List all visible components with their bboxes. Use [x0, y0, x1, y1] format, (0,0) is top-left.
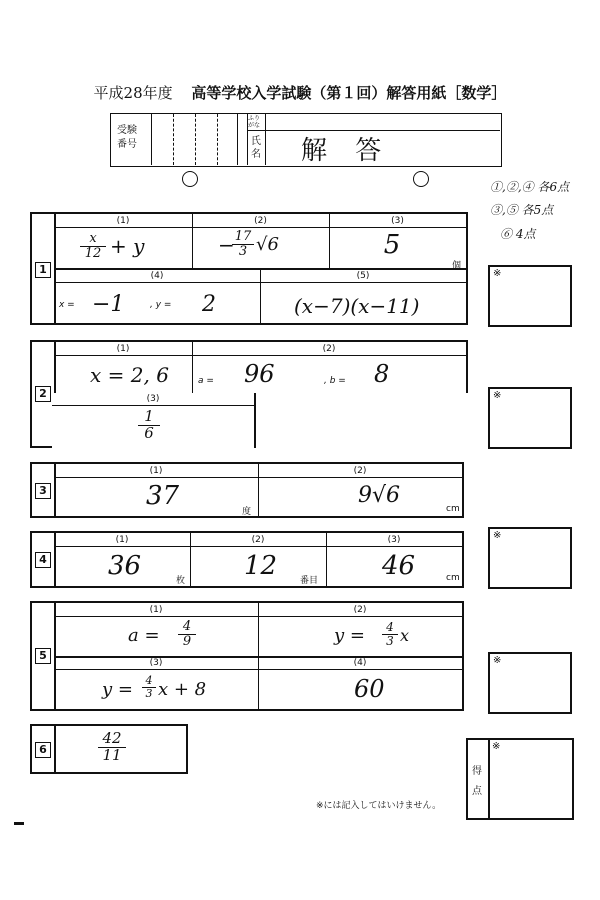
furigana-label: ふりがな [248, 115, 261, 129]
q3-2-label: (2) [353, 466, 367, 476]
q1-3-answer: 5 [383, 230, 401, 260]
exam-title: 高等学校入学試験（第１回）解答用紙［数学］ [191, 84, 507, 102]
q5-3-answer-tail: x + 8 [158, 679, 207, 700]
q1-1-label: (1) [116, 216, 130, 226]
points-note-3: ⑥ 4点 [500, 227, 536, 241]
q3-1-label: (1) [149, 466, 163, 476]
q2-2-b-answer: 8 [374, 360, 390, 388]
q1-4-label: (4) [150, 271, 164, 281]
q2-2-label: (2) [322, 344, 336, 354]
score-box-2: ※ [488, 387, 572, 449]
score-box-4: ※ [488, 652, 572, 714]
q4-1-unit: 枚 [176, 576, 186, 586]
total-score-box: 得 点 ※ [466, 738, 574, 820]
footer-note: ※には記入してはいけません。 [316, 801, 442, 811]
q1-3-label: (3) [391, 216, 404, 226]
q3-1-unit: 度 [242, 507, 252, 517]
q4-1-label: (1) [115, 535, 129, 545]
q5-1-answer-fraction: $\frac{4}{9}$ [178, 620, 196, 648]
q2-3-label: (3) [146, 394, 160, 404]
question-4-box [30, 531, 464, 588]
question-1-box [30, 212, 468, 325]
question-3-box [30, 462, 464, 518]
q4-2-unit: 番目 [300, 576, 319, 586]
question-5-number: 5 [35, 648, 51, 664]
question-2-number: 2 [35, 386, 51, 402]
name-label: 氏 名 [251, 136, 261, 160]
q2-3-answer-fraction: $\frac{1}{6}$ [138, 409, 160, 442]
q1-5-answer: (x−7)(x−11) [294, 294, 420, 318]
q1-4-y-answer: 2 [202, 292, 216, 317]
q1-4-y-label: , y = [150, 300, 172, 310]
q5-3-label: (3) [149, 658, 163, 668]
q4-3-answer: 46 [382, 551, 416, 581]
q1-2-answer-sign: − [218, 233, 235, 257]
q4-1-answer: 36 [108, 551, 142, 581]
total-score-label: 得 点 [472, 766, 482, 797]
q5-2-answer-tail: x [400, 626, 410, 645]
q5-4-answer: 60 [354, 675, 385, 703]
points-note-2: ③,⑤ 各5点 [490, 203, 554, 217]
points-note-1: ①,②,④ 各6点 [490, 180, 570, 194]
q3-2-answer: 9√6 [358, 483, 401, 508]
q4-2-label: (2) [251, 535, 265, 545]
q2-2-a-answer: 96 [244, 360, 275, 388]
punch-hole-left [182, 171, 198, 187]
page-title [0, 82, 600, 103]
q5-3-answer-fraction: $\frac{4}{3}$ [142, 675, 156, 699]
q4-3-unit: cm [446, 573, 460, 583]
question-2-part3-area [52, 393, 256, 448]
q1-2-label: (2) [254, 216, 267, 226]
q2-2-a-label: a = [198, 376, 214, 386]
q1-2-answer-fraction: $\frac{17}{3}$ [232, 230, 254, 258]
q5-2-label: (2) [353, 605, 367, 615]
q1-4-x-label: x = [59, 300, 75, 310]
registration-mark [14, 822, 24, 825]
q2-1-answer: x = 2, 6 [90, 363, 169, 387]
q6-answer-fraction: $\frac{42}{11}$ [98, 731, 126, 764]
q3-1-answer: 37 [146, 481, 180, 511]
q2-2-b-label: , b = [324, 376, 346, 386]
q5-1-answer-prefix: a = [128, 625, 160, 646]
q4-2-answer: 12 [244, 551, 278, 581]
q2-1-label: (1) [116, 344, 130, 354]
q5-2-answer-prefix: y = [334, 625, 365, 646]
score-mark: ※ [493, 268, 502, 279]
q1-1-answer-tail: + y [110, 234, 145, 258]
punch-hole-right [413, 171, 429, 187]
name-value: 解 答 [301, 136, 392, 166]
q5-2-answer-fraction: $\frac{4}{3}$ [382, 621, 398, 647]
score-box-1 [488, 265, 572, 327]
question-6-box [30, 724, 188, 774]
exam-year: 平成28年度 [93, 84, 173, 102]
q5-4-label: (4) [353, 658, 367, 668]
question-6-number: 6 [35, 742, 51, 758]
q1-4-x-answer: −1 [92, 292, 125, 317]
q3-2-unit: cm [446, 504, 460, 514]
q1-2-answer-tail: √6 [256, 234, 279, 255]
question-5-box [30, 601, 464, 711]
question-4-number: 4 [35, 552, 51, 568]
q1-5-label: (5) [356, 271, 370, 281]
q1-3-unit: 個 [452, 261, 462, 271]
q5-1-label: (1) [149, 605, 163, 615]
score-box-3: ※ [488, 527, 572, 589]
id-box [110, 113, 502, 167]
q5-3-answer-prefix: y = [102, 679, 133, 700]
q4-3-label: (3) [387, 535, 401, 545]
q1-1-answer-fraction: $\frac{x}{12}$ [80, 232, 106, 260]
question-1-number: 1 [35, 262, 51, 278]
question-3-number: 3 [35, 483, 51, 499]
exam-number-label: 受験 番号 [117, 125, 137, 150]
